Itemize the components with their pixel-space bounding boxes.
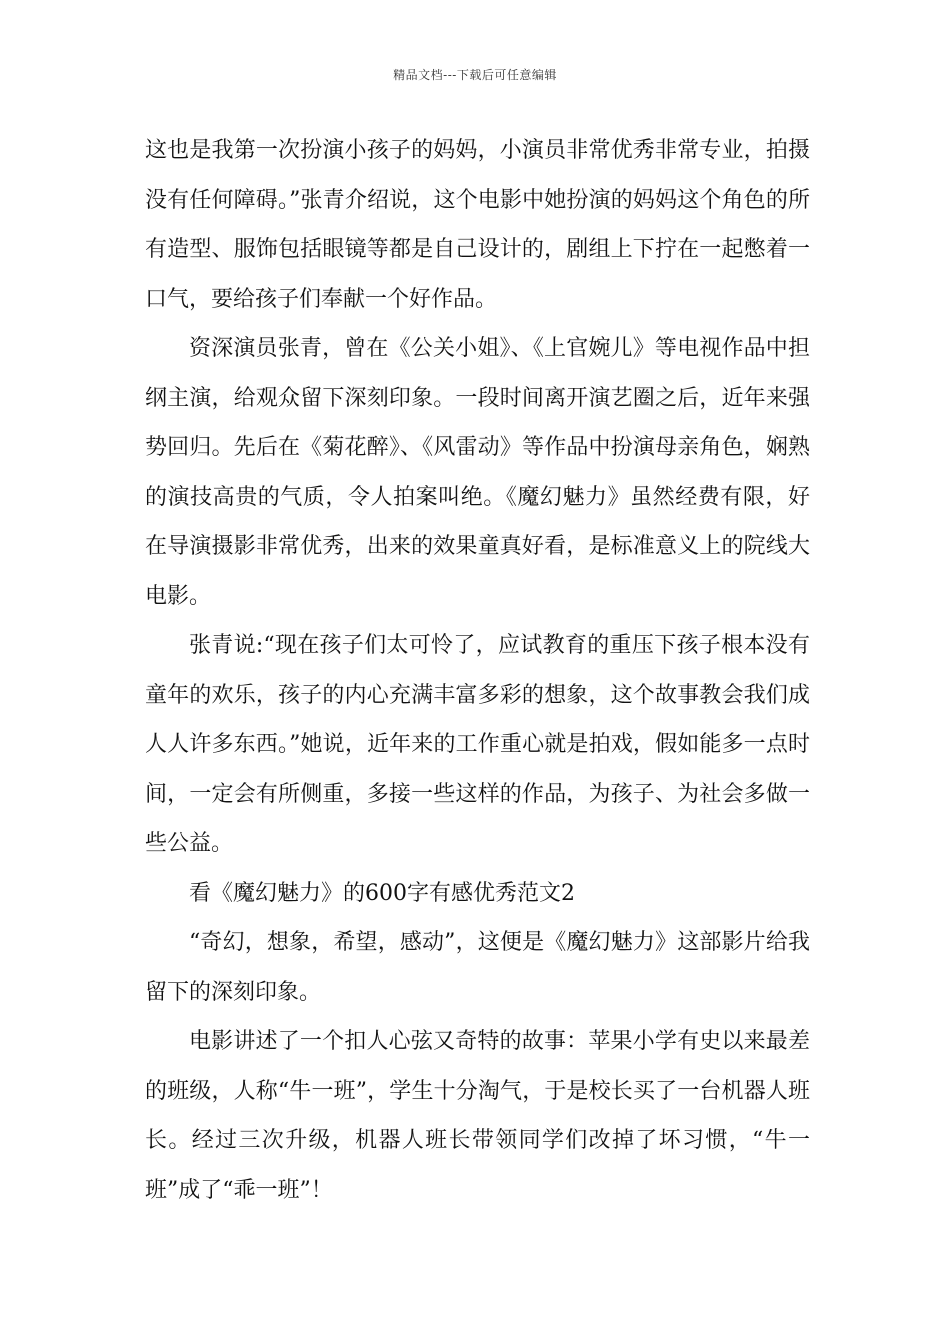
paragraph-continuation: 这也是我第一次扮演小孩子的妈妈，小演员非常优秀非常专业，拍摄没有任何障碍。”张青介绍说，这个电影中她扮演的妈妈这个角色的所有造型、服饰包括眼镜等都是自己设计的，剧组上下拧在一起憋着一口气，要给孩子们奉献一个好作品。	[145, 138, 810, 312]
document-body	[145, 126, 810, 1215]
section-heading: 看《魔幻魅力》的600字有感优秀范文2	[189, 880, 575, 906]
paragraph-impression: “奇幻，想象，希望，感动”，这便是《魔幻魅力》这部影片给我留下的深刻印象。	[145, 930, 810, 1005]
paragraph-zhang-qing-bio: 资深演员张青，曾在《公关小姐》、《上官婉儿》等电视作品中担纲主演，给观众留下深刻印象。一段时间离开演艺圈之后，近年来强势回归。先后在《菊花醉》、《风雷动》等作品中扮演母亲角色，娴熟的演技高贵的气质，令人拍案叫绝。《魔幻魅力》虽然经费有限，好在导演摄影非常优秀，出来的效果童真好看，是标准意义上的院线大电影。	[145, 336, 810, 609]
paragraph-zhang-qing-quote: 张青说:“现在孩子们太可怜了，应试教育的重压下孩子根本没有童年的欢乐，孩子的内心充满丰富多彩的想象，这个故事教会我们成人人许多东西。”她说，近年来的工作重心就是拍戏，假如能多一点时间，一定会有所侧重，多接一些这样的作品，为孩子、为社会多做一些公益。	[145, 633, 810, 856]
paragraph-story: 电影讲述了一个扣人心弦又奇特的故事：苹果小学有史以来最差的班级，人称“牛一班”，学生十分淘气，于是校长买了一台机器人班长。经过三次升级，机器人班长带领同学们改掉了坏习惯，“牛一班”成了“乖一班”！	[145, 1029, 810, 1203]
page-header: 精品文档---下载后可任意编辑	[393, 68, 557, 82]
